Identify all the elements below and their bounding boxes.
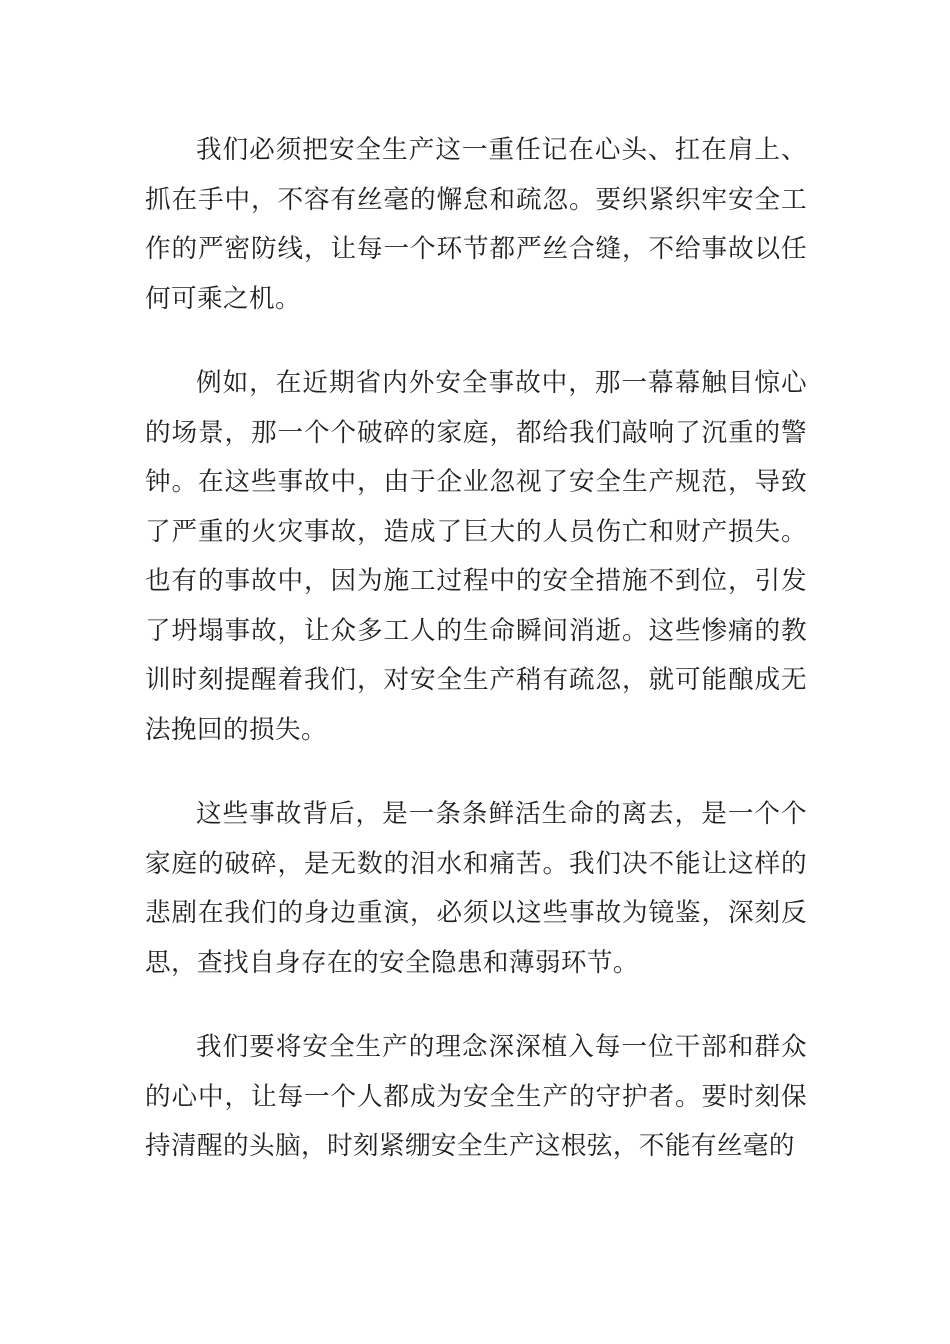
paragraph-3: 这些事故背后，是一条条鲜活生命的离去，是一个个家庭的破碎，是无数的泪水和痛苦。我们决不能让这样的悲剧在我们的身边重演，必须以这些事故为镜鉴，深刻反思，查找自身存在的安全隐患和薄弱环节。 — [145, 799, 807, 978]
paragraph-2: 例如，在近期省内外安全事故中，那一幕幕触目惊心的场景，那一个个破碎的家庭，都给我们敲响了沉重的警钟。在这些事故中，由于企业忽视了安全生产规范，导致了严重的火灾事故，造成了巨大的人员伤亡和财产损失。也有的事故中，因为施工过程中的安全措施不到位，引发了坍塌事故，让众多工人的生命瞬间消逝。这些惨痛的教训时刻提醒着我们，对安全生产稍有疏忽，就可能酿成无法挽回的损失。 — [145, 368, 807, 745]
document-body — [145, 126, 807, 1207]
paragraph-1: 我们必须把安全生产这一重任记在心头、扛在肩上、抓在手中，不容有丝毫的懈怠和疏忽。要织紧织牢安全工作的严密防线，让每一个环节都严丝合缝，不给事故以任何可乘之机。 — [145, 135, 807, 314]
paragraph-4: 我们要将安全生产的理念深深植入每一位干部和群众的心中，让每一个人都成为安全生产的守护者。要时刻保持清醒的头脑，时刻紧绷安全生产这根弦，不能有丝毫的 — [145, 1032, 807, 1161]
